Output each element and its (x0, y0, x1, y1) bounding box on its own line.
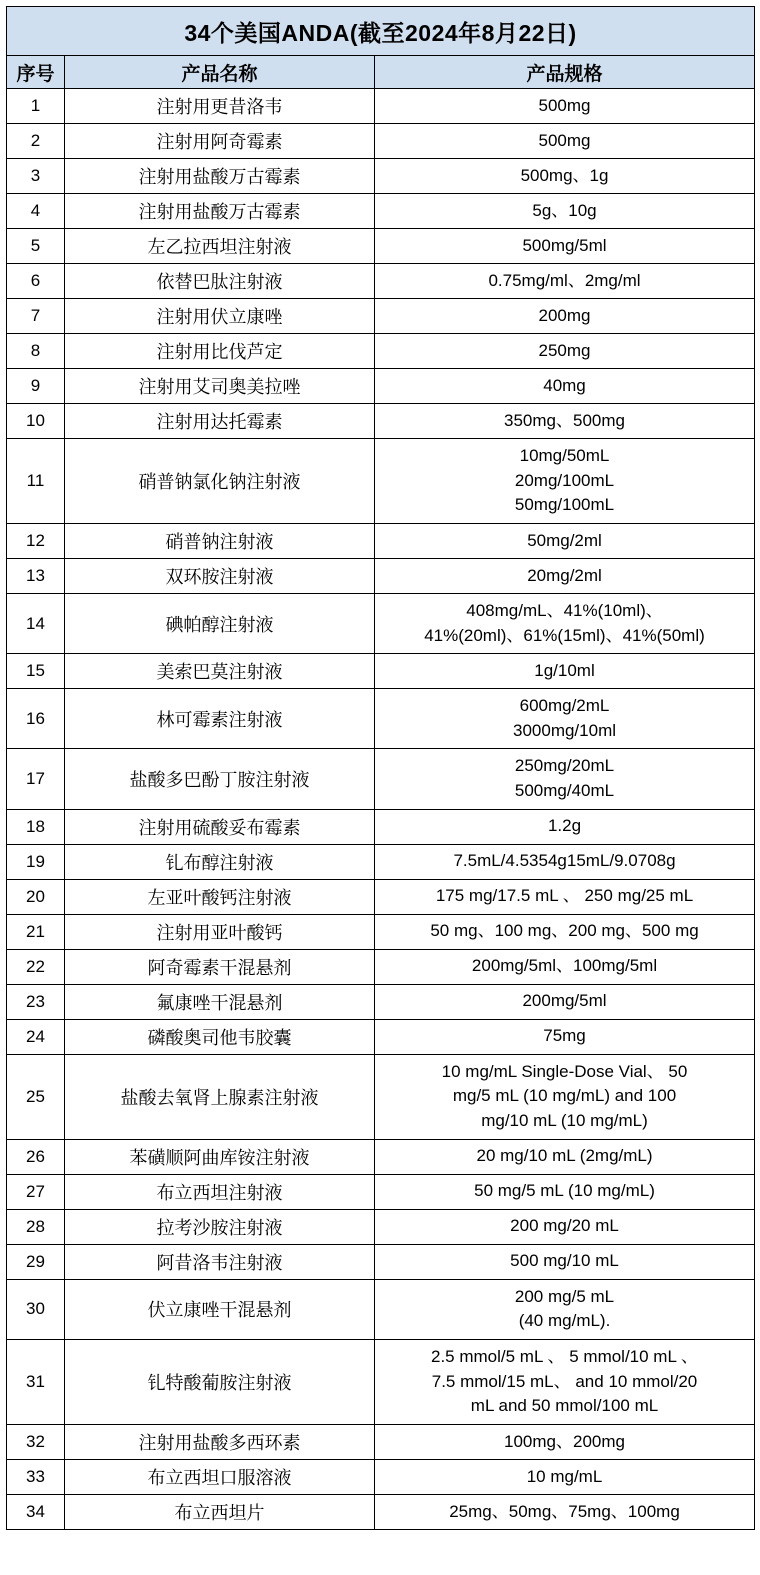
table-row (7, 299, 755, 334)
table-row (7, 404, 755, 439)
cell-index: 8 (7, 334, 65, 369)
spec-line: 50 mg/5 mL (10 mg/mL) (474, 1181, 655, 1201)
spec-line: 41%(20ml)、61%(15ml)、41%(50ml) (424, 625, 705, 645)
spec-line: 408mg/mL、41%(10ml)、 (466, 600, 663, 620)
cell-index: 5 (7, 229, 65, 264)
spec-line: 200 mg/20 mL (510, 1216, 619, 1236)
cell-index: 17 (7, 749, 65, 809)
cell-product-name: 注射用更昔洛韦 (65, 89, 375, 124)
cell-product-name: 注射用亚叶酸钙 (65, 914, 375, 949)
cell-index: 2 (7, 124, 65, 159)
cell-product-spec (375, 124, 755, 159)
cell-product-spec (375, 844, 755, 879)
cell-product-name: 依替巴肽注射液 (65, 264, 375, 299)
cell-product-spec (375, 1244, 755, 1279)
table-row (7, 124, 755, 159)
cell-product-name: 注射用阿奇霉素 (65, 124, 375, 159)
cell-product-name: 硝普钠氯化钠注射液 (65, 439, 375, 524)
table-row (7, 1244, 755, 1279)
table-row (7, 809, 755, 844)
cell-index: 18 (7, 809, 65, 844)
spec-line: 250mg/20mL (514, 756, 615, 776)
cell-product-spec (375, 749, 755, 809)
spec-line: 2.5 mmol/5 mL 、 5 mmol/10 mL 、 (430, 1346, 699, 1366)
cell-product-name: 盐酸去氧肾上腺素注射液 (65, 1054, 375, 1139)
table-row (7, 194, 755, 229)
cell-index: 26 (7, 1139, 65, 1174)
cell-index: 34 (7, 1494, 65, 1529)
cell-product-spec (375, 1494, 755, 1529)
table-row (7, 1494, 755, 1529)
table-row (7, 523, 755, 558)
cell-product-spec (375, 879, 755, 914)
spec-line: 7.5 mmol/15 mL、 and 10 mmol/20 (431, 1371, 698, 1391)
table-row (7, 593, 755, 653)
table-row (7, 1209, 755, 1244)
cell-product-name: 布立西坦口服溶液 (65, 1459, 375, 1494)
spec-line: 50 mg、100 mg、200 mg、500 mg (430, 921, 699, 941)
cell-product-name: 磷酸奥司他韦胶囊 (65, 1019, 375, 1054)
spec-line: 600mg/2mL (519, 696, 610, 716)
table-row (7, 689, 755, 749)
cell-index: 19 (7, 844, 65, 879)
cell-product-name: 阿昔洛韦注射液 (65, 1244, 375, 1279)
cell-product-name: 注射用盐酸多西环素 (65, 1424, 375, 1459)
spec-line: 500mg (538, 130, 591, 150)
cell-product-name: 苯磺顺阿曲库铵注射液 (65, 1139, 375, 1174)
spec-line: 50mg/2ml (527, 530, 602, 550)
table-row (7, 439, 755, 524)
cell-index: 9 (7, 369, 65, 404)
table-row (7, 914, 755, 949)
cell-index: 1 (7, 89, 65, 124)
cell-index: 32 (7, 1424, 65, 1459)
cell-product-spec (375, 523, 755, 558)
spec-line: 3000mg/10ml (513, 720, 617, 740)
cell-index: 31 (7, 1339, 65, 1424)
table-title-row (7, 7, 755, 56)
cell-index: 4 (7, 194, 65, 229)
cell-index: 28 (7, 1209, 65, 1244)
cell-product-spec (375, 89, 755, 124)
spec-line: 10mg/50mL (519, 446, 610, 465)
cell-index: 3 (7, 159, 65, 194)
table-row (7, 229, 755, 264)
cell-product-name: 林可霉素注射液 (65, 689, 375, 749)
cell-product-spec (375, 558, 755, 593)
anda-table (6, 6, 755, 1530)
cell-index: 12 (7, 523, 65, 558)
spec-line: mL and 50 mmol/100 mL (470, 1396, 659, 1416)
spec-line: 500mg/5ml (522, 235, 607, 255)
cell-index: 24 (7, 1019, 65, 1054)
cell-product-spec (375, 1139, 755, 1174)
cell-product-spec (375, 369, 755, 404)
cell-product-spec (375, 593, 755, 653)
spec-line: 5g、10g (532, 200, 597, 220)
cell-product-spec (375, 299, 755, 334)
table-row (7, 264, 755, 299)
cell-product-name: 注射用盐酸万古霉素 (65, 194, 375, 229)
cell-index: 29 (7, 1244, 65, 1279)
spec-line: 200mg/5ml、100mg/5ml (471, 956, 658, 976)
spec-line: 20mg/2ml (527, 565, 602, 585)
cell-product-spec (375, 194, 755, 229)
spec-line: 40mg (543, 375, 586, 395)
cell-product-name: 注射用比伐芦定 (65, 334, 375, 369)
table-row (7, 1279, 755, 1339)
spec-line: 250mg (538, 340, 591, 360)
table-header-row (7, 56, 755, 89)
spec-line: 100mg、200mg (504, 1431, 625, 1451)
cell-product-name: 注射用艾司奥美拉唑 (65, 369, 375, 404)
spec-line: 350mg、500mg (504, 410, 625, 430)
table-row (7, 1459, 755, 1494)
cell-index: 15 (7, 654, 65, 689)
cell-product-name: 拉考沙胺注射液 (65, 1209, 375, 1244)
cell-product-spec (375, 334, 755, 369)
table-row (7, 89, 755, 124)
cell-product-name: 钆特酸葡胺注射液 (65, 1339, 375, 1424)
cell-product-name: 注射用盐酸万古霉素 (65, 159, 375, 194)
cell-index: 6 (7, 264, 65, 299)
cell-product-name: 布立西坦注射液 (65, 1174, 375, 1209)
cell-product-spec (375, 159, 755, 194)
spec-line: (40 mg/mL). (518, 1311, 611, 1331)
spec-line: 200mg (538, 305, 591, 325)
table-row (7, 749, 755, 809)
table-row (7, 1174, 755, 1209)
spec-line: 1.2g (547, 816, 582, 836)
cell-product-name: 注射用伏立康唑 (65, 299, 375, 334)
cell-index: 14 (7, 593, 65, 653)
cell-product-name: 左亚叶酸钙注射液 (65, 879, 375, 914)
spec-line: 500mg、1g (520, 165, 609, 185)
table-row (7, 159, 755, 194)
table-row (7, 1139, 755, 1174)
cell-product-spec (375, 229, 755, 264)
column-header-name: 产品名称 (65, 56, 375, 89)
spec-line: 50mg/100mL (514, 495, 615, 515)
spec-line: 500 mg/10 mL (510, 1251, 619, 1271)
cell-index: 22 (7, 949, 65, 984)
cell-product-name: 钆布醇注射液 (65, 844, 375, 879)
cell-index: 33 (7, 1459, 65, 1494)
cell-index: 30 (7, 1279, 65, 1339)
cell-product-name: 左乙拉西坦注射液 (65, 229, 375, 264)
spec-line: 7.5mL/4.5354g15mL/9.0708g (453, 851, 676, 871)
table-row (7, 558, 755, 593)
table-body (7, 89, 755, 1530)
cell-index: 25 (7, 1054, 65, 1139)
cell-index: 21 (7, 914, 65, 949)
table-row (7, 369, 755, 404)
cell-product-spec (375, 1279, 755, 1339)
cell-index: 27 (7, 1174, 65, 1209)
cell-product-spec (375, 984, 755, 1019)
cell-product-spec (375, 949, 755, 984)
cell-product-spec (375, 1209, 755, 1244)
cell-product-spec (375, 1339, 755, 1424)
cell-index: 7 (7, 299, 65, 334)
column-header-spec: 产品规格 (375, 56, 755, 89)
table-row (7, 949, 755, 984)
spec-line: mg/5 mL (10 mg/mL) and 100 (452, 1086, 677, 1106)
cell-product-spec (375, 1174, 755, 1209)
cell-index: 20 (7, 879, 65, 914)
cell-product-name: 氟康唑干混悬剂 (65, 984, 375, 1019)
cell-product-spec (375, 1054, 755, 1139)
table-row (7, 1424, 755, 1459)
cell-product-spec (375, 439, 755, 524)
spec-line: 500mg/40mL (514, 781, 615, 801)
cell-product-spec (375, 404, 755, 439)
cell-product-spec (375, 689, 755, 749)
spec-line: 20mg/100mL (514, 470, 615, 490)
table-row (7, 334, 755, 369)
cell-index: 13 (7, 558, 65, 593)
spec-line: 0.75mg/ml、2mg/ml (488, 270, 641, 290)
table-row (7, 1019, 755, 1054)
spec-line: 10 mg/mL (526, 1466, 603, 1486)
cell-product-spec (375, 1424, 755, 1459)
spec-line: 500mg (538, 95, 591, 115)
cell-product-spec (375, 914, 755, 949)
spec-line: 20 mg/10 mL (2mg/mL) (476, 1146, 653, 1166)
spec-line: 200 mg/5 mL (514, 1286, 615, 1306)
cell-product-spec (375, 654, 755, 689)
cell-product-name: 阿奇霉素干混悬剂 (65, 949, 375, 984)
cell-product-name: 伏立康唑干混悬剂 (65, 1279, 375, 1339)
cell-product-spec (375, 264, 755, 299)
table-row (7, 984, 755, 1019)
cell-product-name: 硝普钠注射液 (65, 523, 375, 558)
table-row (7, 844, 755, 879)
table-row (7, 879, 755, 914)
cell-product-name: 碘帕醇注射液 (65, 593, 375, 653)
spec-line: 10 mg/mL Single-Dose Vial、 50 (441, 1061, 688, 1081)
cell-product-name: 注射用硫酸妥布霉素 (65, 809, 375, 844)
table-row (7, 654, 755, 689)
column-header-no: 序号 (7, 56, 65, 89)
cell-product-spec (375, 1019, 755, 1054)
spec-line: 25mg、50mg、75mg、100mg (449, 1501, 680, 1521)
spec-line: 175 mg/17.5 mL 、 250 mg/25 mL (435, 886, 694, 906)
spec-line: mg/10 mL (10 mg/mL) (481, 1111, 648, 1131)
table-row (7, 1054, 755, 1139)
cell-product-name: 注射用达托霉素 (65, 404, 375, 439)
spec-line: 1g/10ml (534, 660, 595, 680)
cell-index: 10 (7, 404, 65, 439)
cell-product-spec (375, 809, 755, 844)
cell-product-spec (375, 1459, 755, 1494)
page-title: 34个美国ANDA(截至2024年8月22日) (7, 7, 755, 56)
table-row (7, 1339, 755, 1424)
cell-index: 23 (7, 984, 65, 1019)
cell-index: 16 (7, 689, 65, 749)
cell-product-name: 美索巴莫注射液 (65, 654, 375, 689)
cell-product-name: 双环胺注射液 (65, 558, 375, 593)
cell-product-name: 布立西坦片 (65, 1494, 375, 1529)
cell-index: 11 (7, 439, 65, 524)
cell-product-name: 盐酸多巴酚丁胺注射液 (65, 749, 375, 809)
spec-line: 75mg (543, 1026, 586, 1046)
spec-line: 200mg/5ml (522, 991, 607, 1011)
